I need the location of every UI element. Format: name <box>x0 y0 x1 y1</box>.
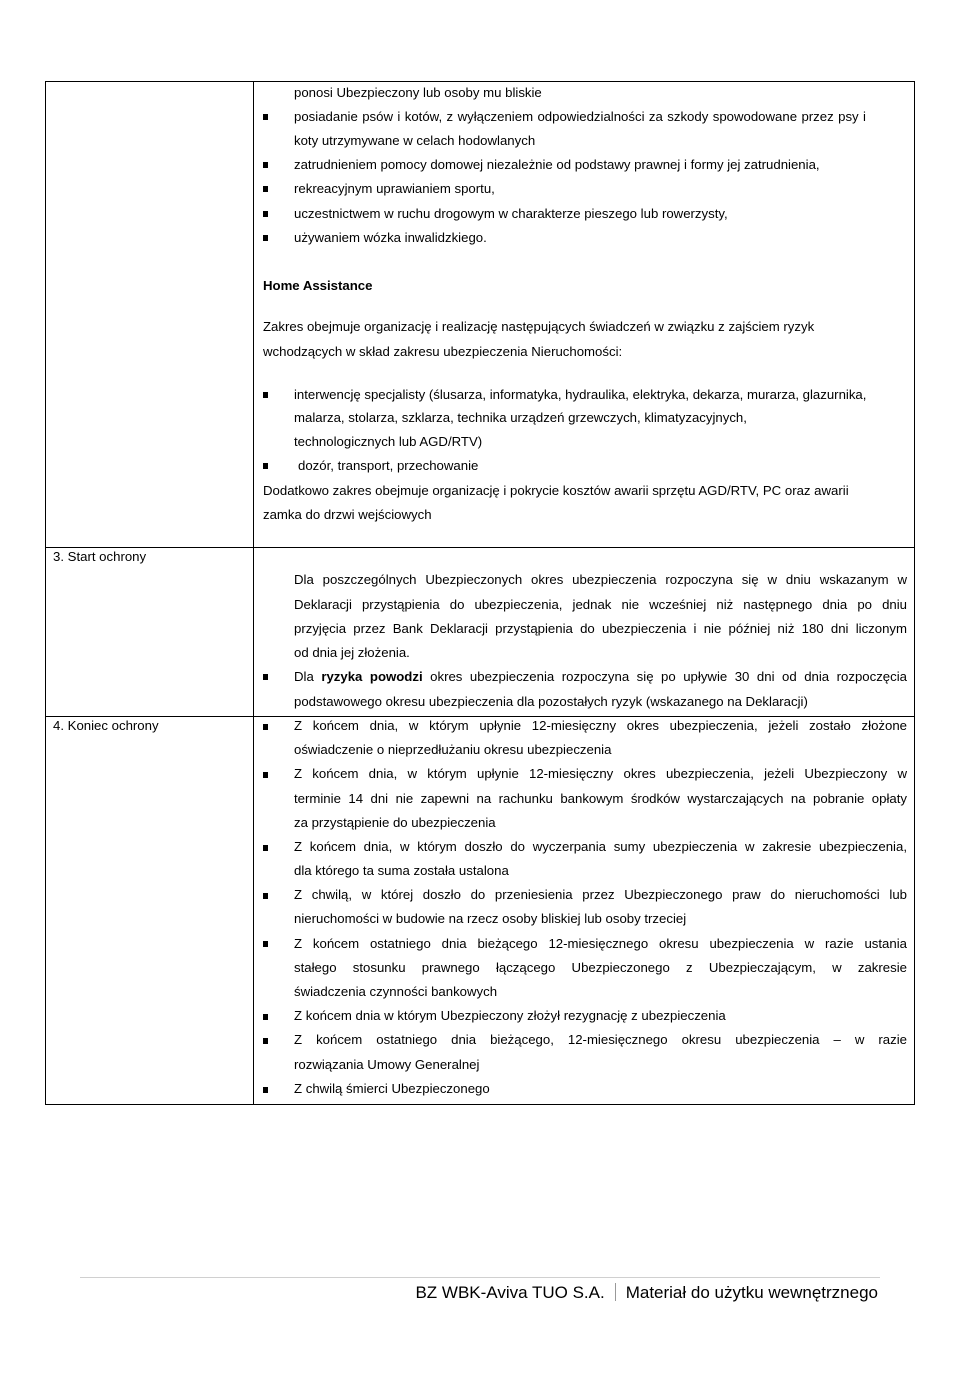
bullet-icon <box>263 186 268 192</box>
text-line: uczestnictwem w ruchu drogowym w charakterze pieszego lub rowerzysty, <box>294 206 728 221</box>
text-line: rozwiązania Umowy Generalnej <box>294 1057 480 1072</box>
bullet-icon <box>263 463 268 469</box>
text-line: stałego stosunku prawnego łączącego Ubezpieczonego z Ubezpieczającym, w zakresie <box>294 960 907 975</box>
bullet-icon <box>263 1014 268 1020</box>
bullet-icon <box>263 845 268 851</box>
bullet-icon <box>263 392 268 398</box>
text-line: Z chwilą, w której doszło do przeniesienia przez Ubezpieczonego praw do nieruchomości lub <box>294 887 907 902</box>
bullet-icon <box>263 772 268 778</box>
row-label-end: 4. Koniec ochrony <box>53 718 159 733</box>
bullet-icon <box>263 1087 268 1093</box>
row-divider <box>46 716 914 717</box>
text-line: ponosi Ubezpieczony lub osoby mu bliskie <box>294 85 542 100</box>
text-line: Dodatkowo zakres obejmuje organizację i pokrycie kosztów awarii sprzętu AGD/RTV, PC oraz awarii <box>263 483 849 498</box>
text-span: Dla <box>294 669 322 684</box>
text-line: oświadczenie o nieprzedłużaniu okresu ubezpieczenia <box>294 742 612 757</box>
text-line <box>294 669 907 685</box>
bullet-icon <box>263 941 268 947</box>
text-line: za przystąpienie do ubezpieczenia <box>294 815 496 830</box>
text-line: Z chwilą śmierci Ubezpieczonego <box>294 1081 490 1096</box>
bold-text: ryzyka powodzi <box>321 669 423 684</box>
text-line: rekreacyjnym uprawianiem sportu, <box>294 181 495 196</box>
footer-separator <box>615 1283 616 1301</box>
footer-divider <box>80 1277 880 1278</box>
text-line: Zakres obejmuje organizację i realizację następujących świadczeń w związku z zajściem ryzyk <box>263 319 815 334</box>
text-line: Z końcem ostatniego dnia bieżącego, 12-miesięcznego okresu ubezpieczenia – w razie <box>294 1032 907 1047</box>
bullet-icon <box>263 893 268 899</box>
text-line: malarza, stolarza, szklarza, technika urządzeń grzewczych, klimatyzacyjnych, <box>294 410 747 425</box>
text-line: używaniem wózka inwalidzkiego. <box>294 230 487 245</box>
text-line: dla którego ta suma została ustalona <box>294 863 509 878</box>
text-line: od dnia jej złożenia. <box>294 645 410 660</box>
text-span: okres ubezpieczenia rozpoczyna się po upływie 30 dni od dnia rozpoczęcia <box>422 669 908 684</box>
bullet-icon <box>263 724 268 730</box>
text-line: Z końcem dnia, w którym doszło do wyczerpania sumy ubezpieczenia w zakresie ubezpieczenia, <box>294 839 907 854</box>
footer-company: BZ WBK-Aviva TUO S.A. <box>415 1283 605 1302</box>
page-footer <box>415 1282 878 1304</box>
text-line: Z końcem dnia, w którym upłynie 12-miesięczny okres ubezpieczenia, jeżeli zostało złożone <box>294 718 907 733</box>
text-line: Z końcem dnia w którym Ubezpieczony złożył rezygnację z ubezpieczenia <box>294 1008 726 1023</box>
text-line: zatrudnieniem pomocy domowej niezależnie od podstawy prawnej i formy jej zatrudnienia, <box>294 157 820 172</box>
bullet-icon <box>263 1038 268 1044</box>
text-line: wchodzących w skład zakresu ubezpieczenia Nieruchomości: <box>263 344 623 359</box>
section-heading: Home Assistance <box>263 278 373 293</box>
document-table <box>45 81 915 1105</box>
text-line: interwencję specjalisty (ślusarza, informatyka, hydraulika, elektryka, dekarza, murarza, glazurnika, <box>294 387 867 402</box>
bullet-icon <box>263 235 268 241</box>
text-line: Z końcem dnia, w którym upłynie 12-miesięczny okres ubezpieczenia, jeżeli Ubezpieczony w <box>294 766 907 781</box>
bullet-icon <box>263 162 268 168</box>
text-line: technologicznych lub AGD/RTV) <box>294 434 483 449</box>
text-line: nieruchomości w budowie na rzecz osoby bliskiej lub osoby trzeciej <box>294 911 687 926</box>
text-line: świadczenia czynności bankowych <box>294 984 498 999</box>
text-line: dozór, transport, przechowanie <box>298 458 479 473</box>
bullet-icon <box>263 674 268 680</box>
text-line: terminie 14 dni nie zapewni na rachunku bankowym środków wystarczających na pobranie opłaty <box>294 791 907 806</box>
column-divider <box>253 82 254 1104</box>
bullet-icon <box>263 114 268 120</box>
text-line: zamka do drzwi wejściowych <box>263 507 432 522</box>
bullet-icon <box>263 211 268 217</box>
row-label-start: 3. Start ochrony <box>53 549 147 564</box>
text-line: koty utrzymywane w celach hodowlanych <box>294 133 536 148</box>
text-line: Deklaracji przystąpienia do ubezpieczenia, jednak nie wcześniej niż następnego dnia po dniu <box>294 597 907 612</box>
text-line: Dla poszczególnych Ubezpieczonych okres ubezpieczenia rozpoczyna się w dniu wskazanym w <box>294 572 907 587</box>
row-divider <box>46 547 914 548</box>
text-line: posiadanie psów i kotów, z wyłączeniem odpowiedzialności za szkody spowodowane przez psy i <box>294 109 866 124</box>
text-line: podstawowego okresu ubezpieczenia dla pozostałych ryzyk (wskazanego na Deklaracji) <box>294 694 808 709</box>
footer-note: Materiał do użytku wewnętrznego <box>625 1283 878 1302</box>
text-line: Z końcem ostatniego dnia bieżącego 12-miesięcznego okresu ubezpieczenia w razie ustania <box>294 936 907 951</box>
text-line: przyjęcia przez Bank Deklaracji przystąpienia do ubezpieczenia i nie później niż 180 dni liczonym <box>294 621 907 636</box>
